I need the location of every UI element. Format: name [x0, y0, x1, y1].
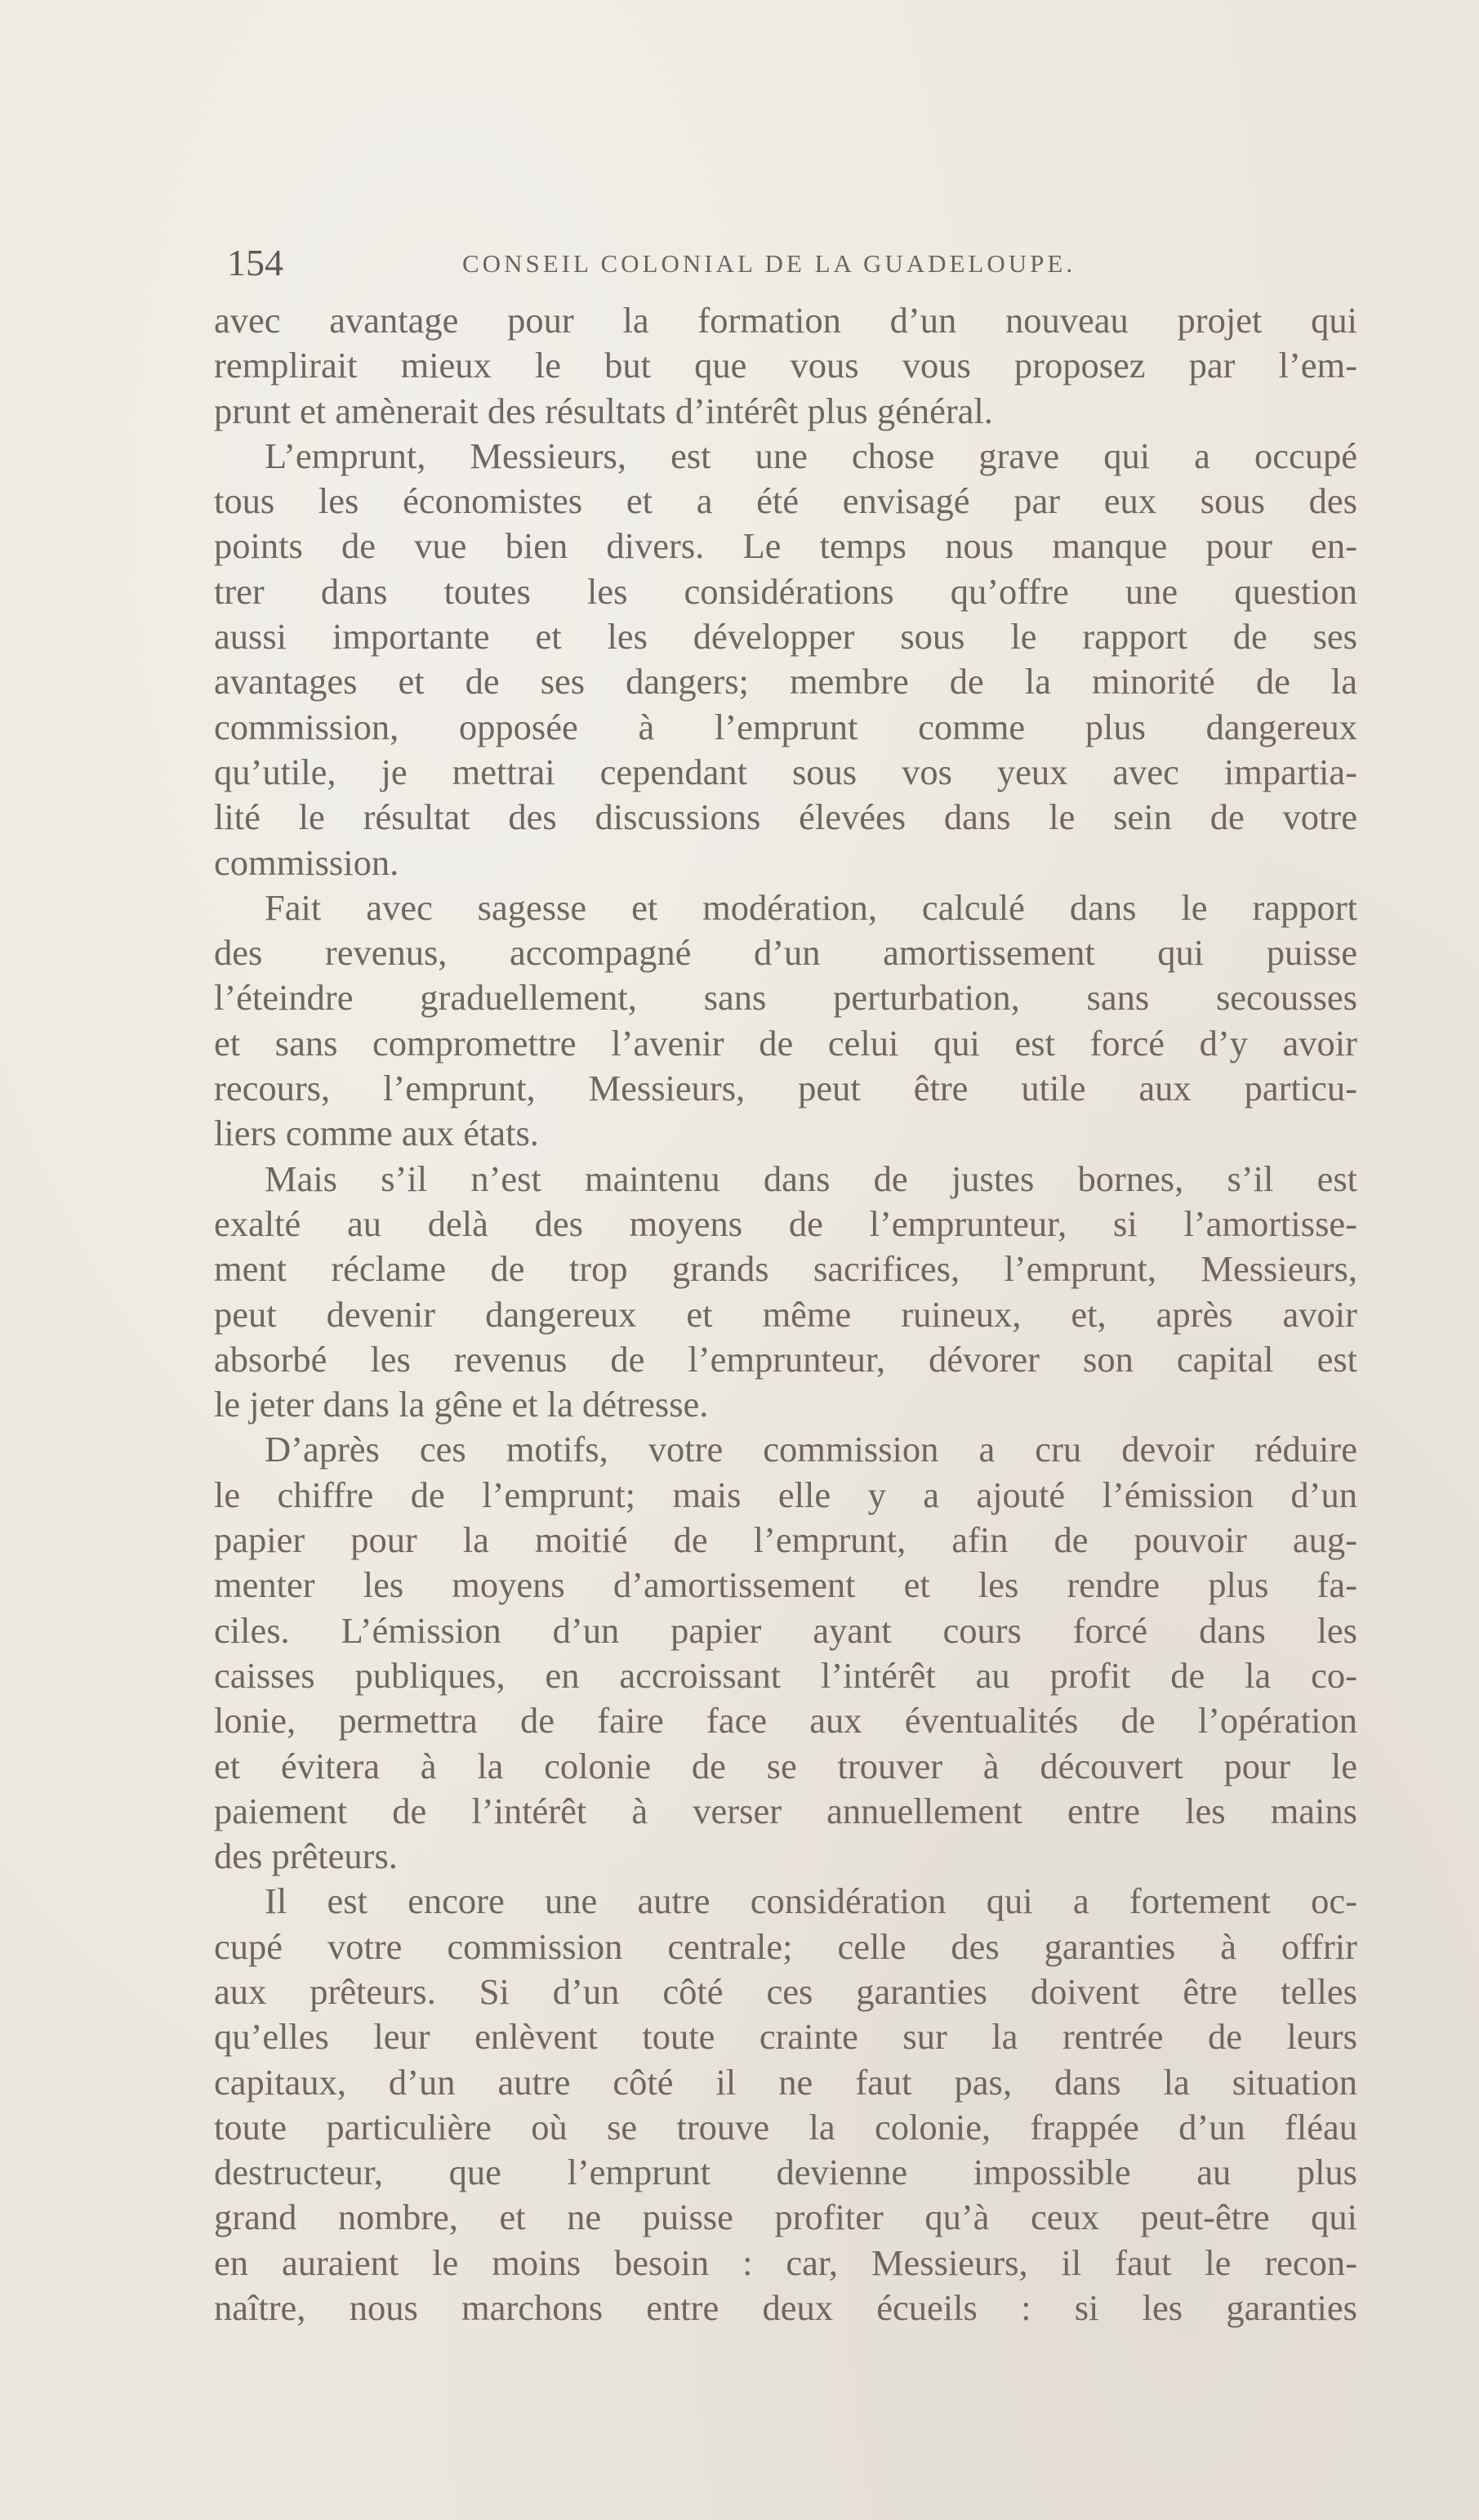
text-line: peut devenir dangereux et même ruineux, et, après avoir — [214, 1293, 1357, 1335]
text-line: trer dans toutes les considérations qu’offre une question — [214, 570, 1357, 612]
text-line: qu’elles leur enlèvent toute crainte sur la rentrée de leurs — [214, 2016, 1357, 2058]
text-line: Mais s’il n’est maintenu dans de justes bornes, s’il est — [265, 1157, 1357, 1199]
text-line: points de vue bien divers. Le temps nous manque pour en- — [214, 525, 1357, 567]
text-line: toute particulière où se trouve la colonie, frappée d’un fléau — [214, 2106, 1357, 2148]
text-line: l’éteindre graduellement, sans perturbation, sans secousses — [214, 977, 1357, 1019]
text-line: paiement de l’intérêt à verser annuellement entre les mains — [214, 1790, 1357, 1831]
text-line: papier pour la moitié de l’emprunt, afin de pouvoir aug- — [214, 1519, 1357, 1561]
text-line: lité le résultat des discussions élevées dans le sein de votre — [214, 796, 1357, 838]
text-line: liers comme aux états. — [214, 1113, 539, 1154]
text-line: avantages et de ses dangers; membre de la minorité de la — [214, 661, 1357, 702]
page-header — [227, 239, 1364, 288]
text-line: aux prêteurs. Si d’un côté ces garanties doivent être telles — [214, 1970, 1357, 2012]
text-line: ciles. L’émission d’un papier ayant cours forcé dans les — [214, 1609, 1357, 1651]
text-line: grand nombre, et ne puisse profiter qu’à ceux peut-être qui — [214, 2197, 1357, 2238]
text-line: menter les moyens d’amortissement et les rendre plus fa- — [214, 1564, 1357, 1606]
text-line: le chiffre de l’emprunt; mais elle y a ajouté l’émission d’un — [214, 1474, 1357, 1515]
text-line: et évitera à la colonie de se trouver à découvert pour le — [214, 1745, 1357, 1786]
text-line: tous les économistes et a été envisagé par eux sous des — [214, 480, 1357, 522]
text-line: et sans compromettre l’avenir de celui qui est forcé d’y avoir — [214, 1022, 1357, 1064]
text-line: le jeter dans la gêne et la détresse. — [214, 1384, 709, 1425]
text-line: D’après ces motifs, votre commission a cru devoir réduire — [265, 1429, 1357, 1470]
text-line: des revenus, accompagné d’un amortissement qui puisse — [214, 932, 1357, 974]
page-number: 154 — [227, 242, 283, 283]
running-title: CONSEIL COLONIAL DE LA GUADELOUPE. — [462, 249, 1076, 278]
text-line: Fait avec sagesse et modération, calculé dans le rapport — [265, 886, 1357, 928]
text-line: avec avantage pour la formation d’un nouveau projet qui — [214, 300, 1357, 341]
text-line: L’emprunt, Messieurs, est une chose grave qui a occupé — [265, 435, 1357, 476]
text-line: ment réclame de trop grands sacrifices, l’emprunt, Messieurs, — [214, 1248, 1357, 1290]
text-line: aussi importante et les développer sous le rapport de ses — [214, 616, 1357, 658]
text-line: cupé votre commission centrale; celle des garanties à offrir — [214, 1925, 1357, 1967]
body-text — [214, 298, 1357, 2357]
text-line: exalté au delà des moyens de l’emprunteur, si l’amortisse- — [214, 1202, 1357, 1244]
text-line: caisses publiques, en accroissant l’intérêt au profit de la co- — [214, 1654, 1357, 1696]
text-line: recours, l’emprunt, Messieurs, peut être utile aux particu- — [214, 1068, 1357, 1109]
text-line: qu’utile, je mettrai cependant sous vos yeux avec impartia- — [214, 751, 1357, 792]
text-line: capitaux, d’un autre côté il ne faut pas, dans la situation — [214, 2061, 1357, 2103]
text-line: prunt et amènerait des résultats d’intérêt plus général. — [214, 390, 993, 431]
text-line: absorbé les revenus de l’emprunteur, dévorer son capital est — [214, 1338, 1357, 1380]
text-line: naître, nous marchons entre deux écueils : si les garanties — [214, 2287, 1357, 2329]
text-line: commission. — [214, 841, 399, 883]
text-line: lonie, permettra de faire face aux éventualités de l’opération — [214, 1700, 1357, 1742]
text-line: en auraient le moins besoin : car, Messieurs, il faut le recon- — [214, 2241, 1357, 2283]
text-line: Il est encore une autre considération qui a fortement oc- — [265, 1880, 1357, 1922]
text-line: commission, opposée à l’emprunt comme plus dangereux — [214, 706, 1357, 747]
text-line: des prêteurs. — [214, 1835, 398, 1877]
text-line: destructeur, que l’emprunt devienne impossible au plus — [214, 2152, 1357, 2193]
text-line: remplirait mieux le but que vous vous proposez par l’em- — [214, 345, 1357, 386]
